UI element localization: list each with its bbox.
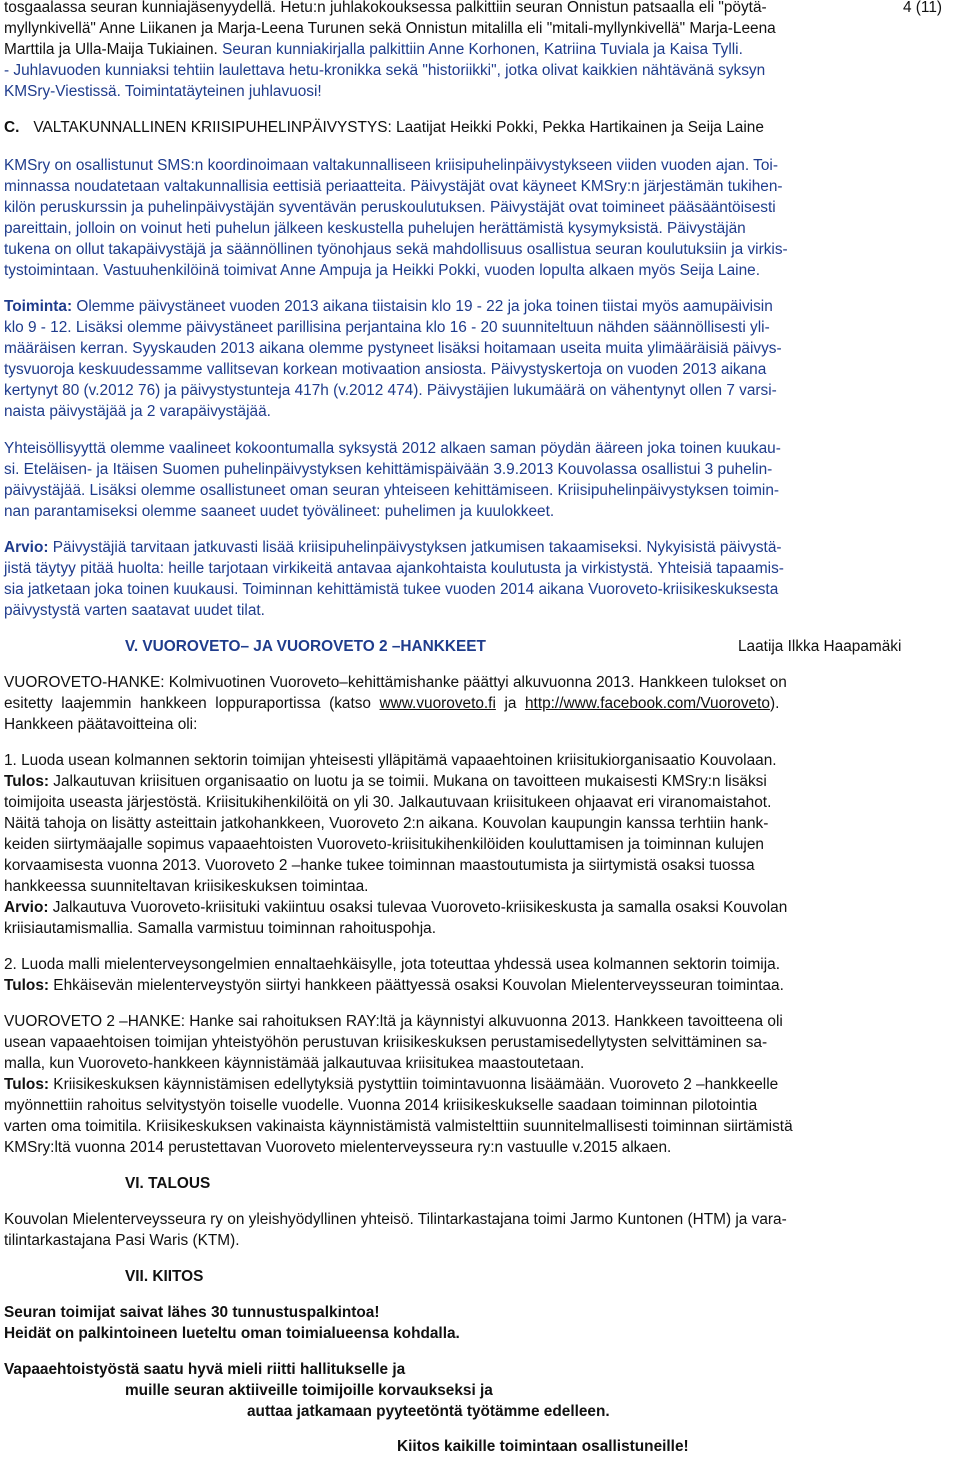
paragraph-line xyxy=(4,977,784,995)
page-number: 4 (11) xyxy=(902,0,942,16)
label-tulos: Tulos: xyxy=(4,977,50,994)
paragraph-text: ). xyxy=(769,695,780,712)
paragraph-line: tysvuoroja keskuudessamme vallitsevan korkean motivaation ansiosta. Päivystyskertoja on vuoden 2013 aikana xyxy=(4,361,767,378)
final-thanks: Kiitos kaikille toimintaan osallistuneille! xyxy=(397,1438,689,1455)
paragraph-line: KMSry:ltä vuonna 2014 perustettavan Vuoroveto mielenterveysseura ry:n vastuulle v.2015 alkaen. xyxy=(4,1139,672,1156)
closing-line: Vapaaehtoistyöstä saatu hyvä mieli riitti hallitukselle ja xyxy=(4,1361,406,1378)
paragraph-line: tystoimintaan. Vastuuhenkilöinä toimivat Anne Ampuja ja Heikki Pokki, vuoden lopulta alkaen myös Seija Laine. xyxy=(4,262,760,279)
paragraph-line: pareittain, jolloin on voinut heti puhelun jälkeen keskustella puhelujen herättämistä kysymyksistä. Päivystäjän xyxy=(4,220,746,237)
thanks-line: Heidät on palkintoineen lueteltu oman toimialueensa kohdalla. xyxy=(4,1325,460,1342)
paragraph-line: nan parantamiseksi olemme saaneet uudet työvälineet: puhelimen ja kuulokkeet. xyxy=(4,503,555,520)
paragraph-text: Päivystäjiä tarvitaan jatkuvasti lisää kriisipuhelinpäivystyksen jatkumisen takaamiseksi. Nykyisistä päivystä- xyxy=(48,539,782,556)
paragraph-line: jistä täytyy pitää huolta: heille tarjotaan virkikeitä antavaa ajankohtaista koulutusta ja virkistystä. Yhteisiä tapaamis- xyxy=(4,560,784,577)
label-toiminta: Toiminta: xyxy=(4,298,73,315)
section-vi-heading: VI. TALOUS xyxy=(125,1175,211,1192)
paragraph-line xyxy=(4,695,779,713)
paragraph-line: malla, kun Vuoroveto-hankkeen käynnistämää jalkautuvaa kriisitukea maastoutetaan. xyxy=(4,1055,585,1072)
paragraph-line: klo 9 - 12. Lisäksi olemme päivystäneet parillisina perjantaina klo 16 - 20 suunniteltuun nähden säännöllisesti yli- xyxy=(4,319,770,336)
paragraph-line: määräisen kerran. Syyskauden 2013 aikana olemme pystyneet lisäksi hoitamaan useita muita ylimääräisiä päivys- xyxy=(4,340,782,357)
label-tulos: Tulos: xyxy=(4,773,50,790)
paragraph-text: Jalkautuvan kriisituen organisaatio on luotu ja se toimii. Mukana on tavoitteen mukaisesti KMSry:n lisäksi xyxy=(49,773,767,790)
section-v-heading: V. VUOROVETO– JA VUOROVETO 2 –HANKKEET xyxy=(125,638,486,655)
thanks-line: Seuran toimijat saivat lähes 30 tunnustuspalkintoa! xyxy=(4,1304,380,1321)
section-title: VALTAKUNNALLINEN KRIISIPUHELINPÄIVYSTYS: Laatijat Heikki Pokki, Pekka Hartikainen ja Seija Laine xyxy=(33,119,764,136)
paragraph-line: minnassa noudatetaan valtakunnallisia eettisiä periaatteita. Päivystäjät ovat käyneet KMSry:n järjestämän tukihen- xyxy=(4,178,783,195)
paragraph-line xyxy=(4,298,773,316)
paragraph-line: kertynyt 80 (v.2012 76) ja päivystystunteja 417h (v.2012 474). Päivystäjien lukumäärä on vähentynyt ollen 7 varsi- xyxy=(4,382,777,399)
paragraph-line: kriisiautamismallia. Samalla varmistuu toiminnan rahoituspohja. xyxy=(4,920,436,937)
link-vuoroveto-site[interactable]: www.vuoroveto.fi xyxy=(379,695,496,712)
paragraph-line: naista päivystäjää ja 2 varapäivystäjää. xyxy=(4,403,271,420)
paragraph-line: korvaamisesta vuonna 2013. Vuoroveto 2 –hanke tukee toiminnan maastoutumista ja siirtymistä osaksi tuossa xyxy=(4,857,755,874)
intro-highlight: Seuran kunniakirjalla palkittiin Anne Korhonen, Katriina Tuviala ja Kaisa Tylli. xyxy=(222,41,743,58)
intro-line: KMSry-Viestissä. Toimintatäyteinen juhlavuosi! xyxy=(4,83,322,100)
intro-line: - Juhlavuoden kunniaksi tehtiin laulettava hetu-kronikka sekä "historiikki", jotka olivat kaikkien nähtävänä syksyn xyxy=(4,62,766,79)
paragraph-text: ja xyxy=(495,695,525,712)
paragraph-text: Olemme päivystäneet vuoden 2013 aikana tiistaisin klo 19 - 22 ja joka toinen tiistai myös aamupäivisin xyxy=(72,298,773,315)
paragraph-line: Yhteisöllisyyttä olemme vaalineet kokoontumalla syksystä 2012 alkaen saman pöydän ääreen joka toinen kuukau- xyxy=(4,440,781,457)
paragraph-line: usean vapaaehtoisen toimijan yhteistyöhön perustuvan kriisikeskuksen perustamisedellytysten selvittäminen sa- xyxy=(4,1034,768,1051)
paragraph-line: toimijoita useasta järjestöstä. Kriisitukihenkilöitä on yli 30. Jalkautuvaan kriisitukeen ohjaavat eri viranomaistahot. xyxy=(4,794,772,811)
paragraph-line: tilintarkastajana Pasi Waris (KTM). xyxy=(4,1232,240,1249)
paragraph-line: päivystäjää. Lisäksi olemme osallistuneet oman seuran yhteiseen kehittämiseen. Kriisipuhelinpäivystyksen toimin- xyxy=(4,482,780,499)
paragraph-line: Näitä tahoja on lisätty asteittain jatkohankkeen, Vuoroveto 2:n aikana. Kouvolan kaupungin kanssa terhtiin hank- xyxy=(4,815,769,832)
paragraph-line: si. Eteläisen- ja Itäisen Suomen puhelinpäivystyksen kehittämispäivään 3.9.2013 Kouvolassa osallistui 3 puhelin- xyxy=(4,461,773,478)
link-facebook[interactable]: http://www.facebook.com/Vuoroveto xyxy=(524,695,770,712)
closing-line: auttaa jatkamaan pyyteetöntä työtämme edelleen. xyxy=(247,1403,610,1420)
paragraph-line: myönnettiin rahoitus selvitystyön toiselle vuodelle. Vuonna 2014 kriisikeskukselle saadaan toiminnan pilotointia xyxy=(4,1097,758,1114)
closing-line: muille seuran aktiiveille toimijoille korvaukseksi ja xyxy=(125,1382,493,1399)
intro-line: myllynkivellä" Anne Liikanen ja Marja-Leena Turunen sekä Onnistun mitalilla eli "mitali-myllynkivellä" Marja-Leena xyxy=(4,20,776,37)
paragraph-line xyxy=(4,539,782,557)
goal-line: 1. Luoda usean kolmannen sektorin toimijan yhteisesti ylläpitämä vapaaehtoinen kriisitukiorganisaatio Kouvolaan. xyxy=(4,752,777,769)
section-letter: C. xyxy=(4,119,20,136)
label-arvio: Arvio: xyxy=(4,539,49,556)
paragraph-line: kilön peruskurssin ja puhelinpäivystäjän syventävän peruskoulutuksen. Päivystäjät ovat toimineet pääsääntöisesti xyxy=(4,199,776,216)
intro-line: tosgaalassa seuran kunniajäsenyydellä. Hetu:n juhlakokouksessa palkittiin seuran Onnistun patsaalla eli "pöytä- xyxy=(4,0,767,16)
paragraph-line xyxy=(4,773,767,791)
paragraph-line: hankkeessa suunniteltavan kriisikeskuksen toimintaa. xyxy=(4,878,369,895)
label-tulos: Tulos: xyxy=(4,1076,50,1093)
paragraph-text: Kriisikeskuksen käynnistämisen edellytyksiä pystyttiin toimintavuonna lisäämään. Vuoroveto 2 –hankkeelle xyxy=(49,1076,779,1093)
section-c-heading xyxy=(4,119,764,137)
intro-text: Marttila ja Ulla-Maija Tukiainen. xyxy=(4,41,223,58)
paragraph-line xyxy=(4,1076,778,1094)
intro-line xyxy=(4,41,743,59)
goal-line: 2. Luoda malli mielenterveysongelmien ennaltaehkäisylle, jota toteuttaa yhdessä usea kolmannen sektorin toimija. xyxy=(4,956,780,973)
paragraph-line: sia jatketaan joka toinen kuukausi. Toiminnan kehittämistä tukee vuoden 2014 aikana Vuoroveto-kriisikeskuksesta xyxy=(4,581,779,598)
paragraph-line: KMSry on osallistunut SMS:n koordinoimaan valtakunnalliseen kriisipuhelinpäivystykseen viiden vuoden ajan. Toi- xyxy=(4,157,778,174)
paragraph-line: VUOROVETO 2 –HANKE: Hanke sai rahoituksen RAY:ltä ja käynnistyi alkuvuonna 2013. Hankkeen tavoitteena oli xyxy=(4,1013,783,1030)
paragraph-line: Hankkeen päätavoitteina oli: xyxy=(4,716,198,733)
paragraph-line: VUOROVETO-HANKE: Kolmivuotinen Vuoroveto–kehittämishanke päättyi alkuvuonna 2013. Hankkeen tulokset on xyxy=(4,674,787,691)
paragraph-text: esitetty laajemmin hankkeen loppuraportissa (katso xyxy=(4,695,380,712)
label-arvio: Arvio: xyxy=(4,899,49,916)
paragraph-line: tukena on ollut takapäivystäjä ja säännöllinen työnohjaus sekä mahdollisuus osallistua seuran koulutuksiin ja virkis- xyxy=(4,241,788,258)
paragraph-text: Jalkautuva Vuoroveto-kriisituki vakiintuu osaksi tulevaa Vuoroveto-kriisikeskusta ja samalla osaksi Kouvolan xyxy=(48,899,788,916)
paragraph-line: päivystystä varten saatavat uudet tilat. xyxy=(4,602,265,619)
paragraph-line: keiden siirtymäajalle sopimus vapaaehtoisten Vuoroveto-kriisitukihenkilöiden kouluttamisen ja toiminnan kulujen xyxy=(4,836,764,853)
paragraph-line: varten oma toimitila. Kriisikeskuksen vakinaista käynnistämistä valmistelttiin suunnitelmallisesti toiminnan siirtämistä xyxy=(4,1118,793,1135)
section-vii-heading: VII. KIITOS xyxy=(125,1268,204,1285)
paragraph-line: Kouvolan Mielenterveysseura ry on yleishyödyllinen yhteisö. Tilintarkastajana toimi Jarmo Kuntonen (HTM) ja vara- xyxy=(4,1211,787,1228)
paragraph-line xyxy=(4,899,787,917)
paragraph-text: Ehkäisevän mielenterveystyön siirtyi hankkeen päättyessä osaksi Kouvolan Mielenterveysseuran toimintaa. xyxy=(49,977,784,994)
section-v-author: Laatija Ilkka Haapamäki xyxy=(738,638,902,655)
